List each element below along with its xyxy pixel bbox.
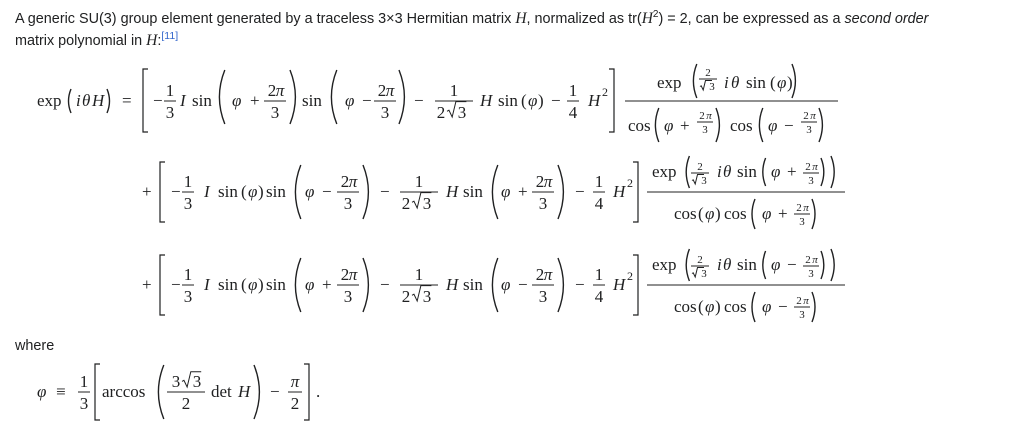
sin-func: sin — [737, 255, 757, 274]
phi-symbol: φ — [768, 116, 778, 135]
plus-sign: + — [787, 162, 797, 181]
minus-sign: − — [787, 255, 797, 274]
exp-func: exp — [652, 255, 677, 274]
numerator-pi: π — [543, 265, 553, 284]
paren: ) — [715, 204, 721, 223]
imaginary-unit: i — [717, 255, 722, 274]
exp-func: exp — [657, 73, 682, 92]
numerator-pi: π — [385, 81, 395, 100]
left-bracket — [95, 364, 100, 420]
numerator: 1 — [568, 81, 578, 100]
phi-symbol: φ — [501, 275, 511, 294]
cos-func: cos — [724, 297, 747, 316]
phi-symbol: φ — [305, 275, 315, 294]
paren: ( — [698, 204, 704, 223]
numerator: 2 — [699, 110, 705, 122]
numerator: 2 — [377, 81, 387, 100]
phi-symbol: φ — [248, 182, 258, 201]
sin-func: sin — [218, 275, 238, 294]
denominator: 3 — [457, 103, 467, 122]
numerator: 1 — [449, 81, 459, 100]
denominator: 2 — [436, 103, 446, 122]
phi-symbol: φ — [501, 182, 511, 201]
intro-var-h-final: H — [146, 32, 158, 49]
cos-func: cos — [730, 116, 753, 135]
matrix-h: H — [446, 182, 459, 201]
denominator: 3 — [806, 124, 812, 136]
imaginary-unit: i — [717, 162, 722, 181]
paren: ( — [241, 182, 247, 201]
superscript: 2 — [627, 269, 633, 283]
matrix-h: H — [613, 275, 626, 294]
paren: ( — [521, 91, 527, 110]
paren: ) — [715, 297, 721, 316]
phi-symbol: φ — [777, 73, 787, 92]
paren: ) — [258, 182, 264, 201]
numerator: 2 — [705, 67, 711, 79]
minus-sign: − — [575, 275, 585, 294]
phi-symbol: φ — [771, 255, 781, 274]
denominator: 3 — [538, 194, 548, 213]
numerator: 1 — [594, 172, 604, 191]
plus-sign: + — [518, 182, 528, 201]
cos-func: cos — [674, 297, 697, 316]
plus-sign: + — [778, 204, 788, 223]
denominator: 2 — [401, 287, 411, 306]
matrix-h: H — [613, 182, 626, 201]
numerator: 2 — [697, 161, 703, 173]
exp-func: exp — [37, 91, 62, 110]
intro-text-3: ) = 2, can be expressed as a — [658, 11, 845, 27]
phi-symbol: φ — [305, 182, 315, 201]
numerator: 2 — [535, 265, 545, 284]
numerator: 2 — [796, 295, 802, 307]
cos-func: cos — [724, 204, 747, 223]
identity-matrix: I — [204, 275, 210, 294]
denominator: 4 — [568, 103, 578, 122]
numerator-pi: π — [543, 172, 553, 191]
phi-symbol: φ — [771, 162, 781, 181]
right-bracket — [304, 364, 309, 420]
left-paren — [158, 365, 163, 419]
sin-func: sin — [266, 182, 286, 201]
matrix-h: H — [92, 91, 105, 110]
numerator-pi: π — [706, 110, 712, 122]
numerator-pi: π — [812, 254, 818, 266]
numerator: 3 — [171, 372, 181, 391]
numerator-pi: π — [812, 161, 818, 173]
matrix-h: H — [588, 91, 601, 110]
sin-func: sin — [302, 91, 322, 110]
plus-sign: + — [322, 275, 332, 294]
sin-func: sin — [218, 182, 238, 201]
numerator: 1 — [594, 265, 604, 284]
denominator: 3 — [343, 194, 353, 213]
denominator: 3 — [343, 287, 353, 306]
paren: ( — [241, 275, 247, 294]
numerator-pi: π — [290, 372, 300, 391]
minus-sign: − — [362, 91, 372, 110]
numerator: 2 — [803, 110, 809, 122]
minus-sign: − — [778, 297, 788, 316]
denominator: 3 — [799, 309, 805, 321]
numerator: 2 — [535, 172, 545, 191]
sin-func: sin — [498, 91, 518, 110]
numerator: 2 — [267, 81, 277, 100]
numerator-pi: π — [275, 81, 285, 100]
intro-var-h: H — [515, 10, 527, 27]
phi-symbol: φ — [705, 297, 715, 316]
minus-sign: − — [171, 182, 181, 201]
cos-func: cos — [628, 116, 651, 135]
denominator: 4 — [594, 194, 604, 213]
minus-sign: − — [414, 91, 424, 110]
minus-sign: − — [784, 116, 794, 135]
denominator: 3 — [709, 81, 715, 93]
numerator: 2 — [805, 254, 811, 266]
plus-sign: + — [142, 182, 152, 201]
equiv-sign: ≡ — [56, 382, 66, 401]
plus-sign: + — [250, 91, 260, 110]
numerator: 2 — [340, 265, 350, 284]
sin-func: sin — [746, 73, 766, 92]
intro-text-5: : — [157, 33, 162, 49]
denominator: 3 — [165, 103, 175, 122]
denominator: 3 — [422, 287, 432, 306]
denominator: 3 — [701, 175, 707, 187]
minus-sign: − — [380, 275, 390, 294]
identity-matrix: I — [204, 182, 210, 201]
phi-symbol: φ — [345, 91, 355, 110]
denominator: 3 — [799, 216, 805, 228]
phi-symbol: φ — [528, 91, 538, 110]
paren: ( — [770, 73, 776, 92]
numerator: 1 — [183, 172, 193, 191]
numerator: 2 — [697, 254, 703, 266]
superscript: 2 — [627, 176, 633, 190]
minus-sign: − — [322, 182, 332, 201]
phi-symbol: φ — [232, 91, 242, 110]
numerator-pi: π — [803, 295, 809, 307]
numerator: 2 — [805, 161, 811, 173]
right-paren — [254, 365, 259, 419]
denominator: 3 — [183, 287, 193, 306]
denominator: 4 — [594, 287, 604, 306]
phi-symbol: φ — [664, 116, 674, 135]
numerator-pi: π — [810, 110, 816, 122]
numerator: 2 — [340, 172, 350, 191]
intro-text-4: matrix polynomial in — [15, 33, 147, 49]
sin-func: sin — [463, 182, 483, 201]
minus-sign: − — [518, 275, 528, 294]
intro-text-1: A generic SU(3) group element generated by a traceless 3×3 Hermitian matrix — [15, 11, 516, 27]
denominator: 3 — [702, 124, 708, 136]
numerator: 1 — [183, 265, 193, 284]
denominator: 3 — [538, 287, 548, 306]
sin-func: sin — [192, 91, 212, 110]
numerator: 1 — [165, 81, 175, 100]
arccos-func: arccos — [102, 382, 146, 401]
phi-symbol: φ — [37, 382, 47, 401]
minus-sign: − — [171, 275, 181, 294]
plus-sign: + — [142, 275, 152, 294]
numerator: 3 — [192, 372, 202, 391]
theta-symbol: θ — [82, 91, 91, 110]
paren: ) — [787, 73, 793, 92]
denominator: 3 — [422, 194, 432, 213]
imaginary-unit: i — [76, 91, 81, 110]
citation-link[interactable]: [11] — [161, 30, 179, 43]
denominator: 3 — [183, 194, 193, 213]
minus-sign: − — [270, 382, 280, 401]
denominator: 3 — [270, 103, 280, 122]
exp-func: exp — [652, 162, 677, 181]
matrix-h: H — [446, 275, 459, 294]
phi-symbol: φ — [762, 297, 772, 316]
identity-matrix: I — [180, 91, 186, 110]
matrix-h: H — [480, 91, 493, 110]
denominator: 3 — [380, 103, 390, 122]
intro-emphasis: second order — [844, 11, 929, 27]
numerator-pi: π — [348, 172, 358, 191]
denominator: 3 — [808, 268, 814, 280]
imaginary-unit: i — [724, 73, 729, 92]
where-label: where — [15, 338, 55, 354]
equals-sign: = — [122, 91, 132, 110]
denominator: 2 — [401, 194, 411, 213]
paren: ) — [538, 91, 544, 110]
denominator: 3 — [808, 175, 814, 187]
minus-sign: − — [551, 91, 561, 110]
phi-symbol: φ — [705, 204, 715, 223]
cos-func: cos — [674, 204, 697, 223]
paren: ) — [258, 275, 264, 294]
numerator: 2 — [796, 202, 802, 214]
paren: ( — [698, 297, 704, 316]
numerator-pi: π — [348, 265, 358, 284]
intro-var-h-squared: H — [641, 10, 653, 27]
denominator: 3 — [701, 268, 707, 280]
theta-symbol: θ — [723, 255, 732, 274]
denominator: 2 — [290, 394, 300, 413]
phi-symbol: φ — [762, 204, 772, 223]
sin-func: sin — [463, 275, 483, 294]
minus-sign: − — [153, 91, 163, 110]
period: . — [316, 382, 321, 401]
sin-func: sin — [266, 275, 286, 294]
intro-text-2: , normalized as tr( — [526, 11, 642, 27]
numerator-pi: π — [803, 202, 809, 214]
plus-sign: + — [680, 116, 690, 135]
superscript: 2 — [602, 85, 608, 99]
minus-sign: − — [575, 182, 585, 201]
numerator: 1 — [414, 265, 424, 284]
theta-symbol: θ — [723, 162, 732, 181]
denominator: 3 — [79, 394, 89, 413]
theta-symbol: θ — [731, 73, 740, 92]
det-func: det — [211, 382, 232, 401]
denominator: 2 — [181, 394, 191, 413]
intro-superscript: 2 — [652, 9, 659, 21]
minus-sign: − — [380, 182, 390, 201]
numerator: 1 — [79, 372, 89, 391]
phi-symbol: φ — [248, 275, 258, 294]
sin-func: sin — [737, 162, 757, 181]
matrix-h: H — [238, 382, 251, 401]
numerator: 1 — [414, 172, 424, 191]
